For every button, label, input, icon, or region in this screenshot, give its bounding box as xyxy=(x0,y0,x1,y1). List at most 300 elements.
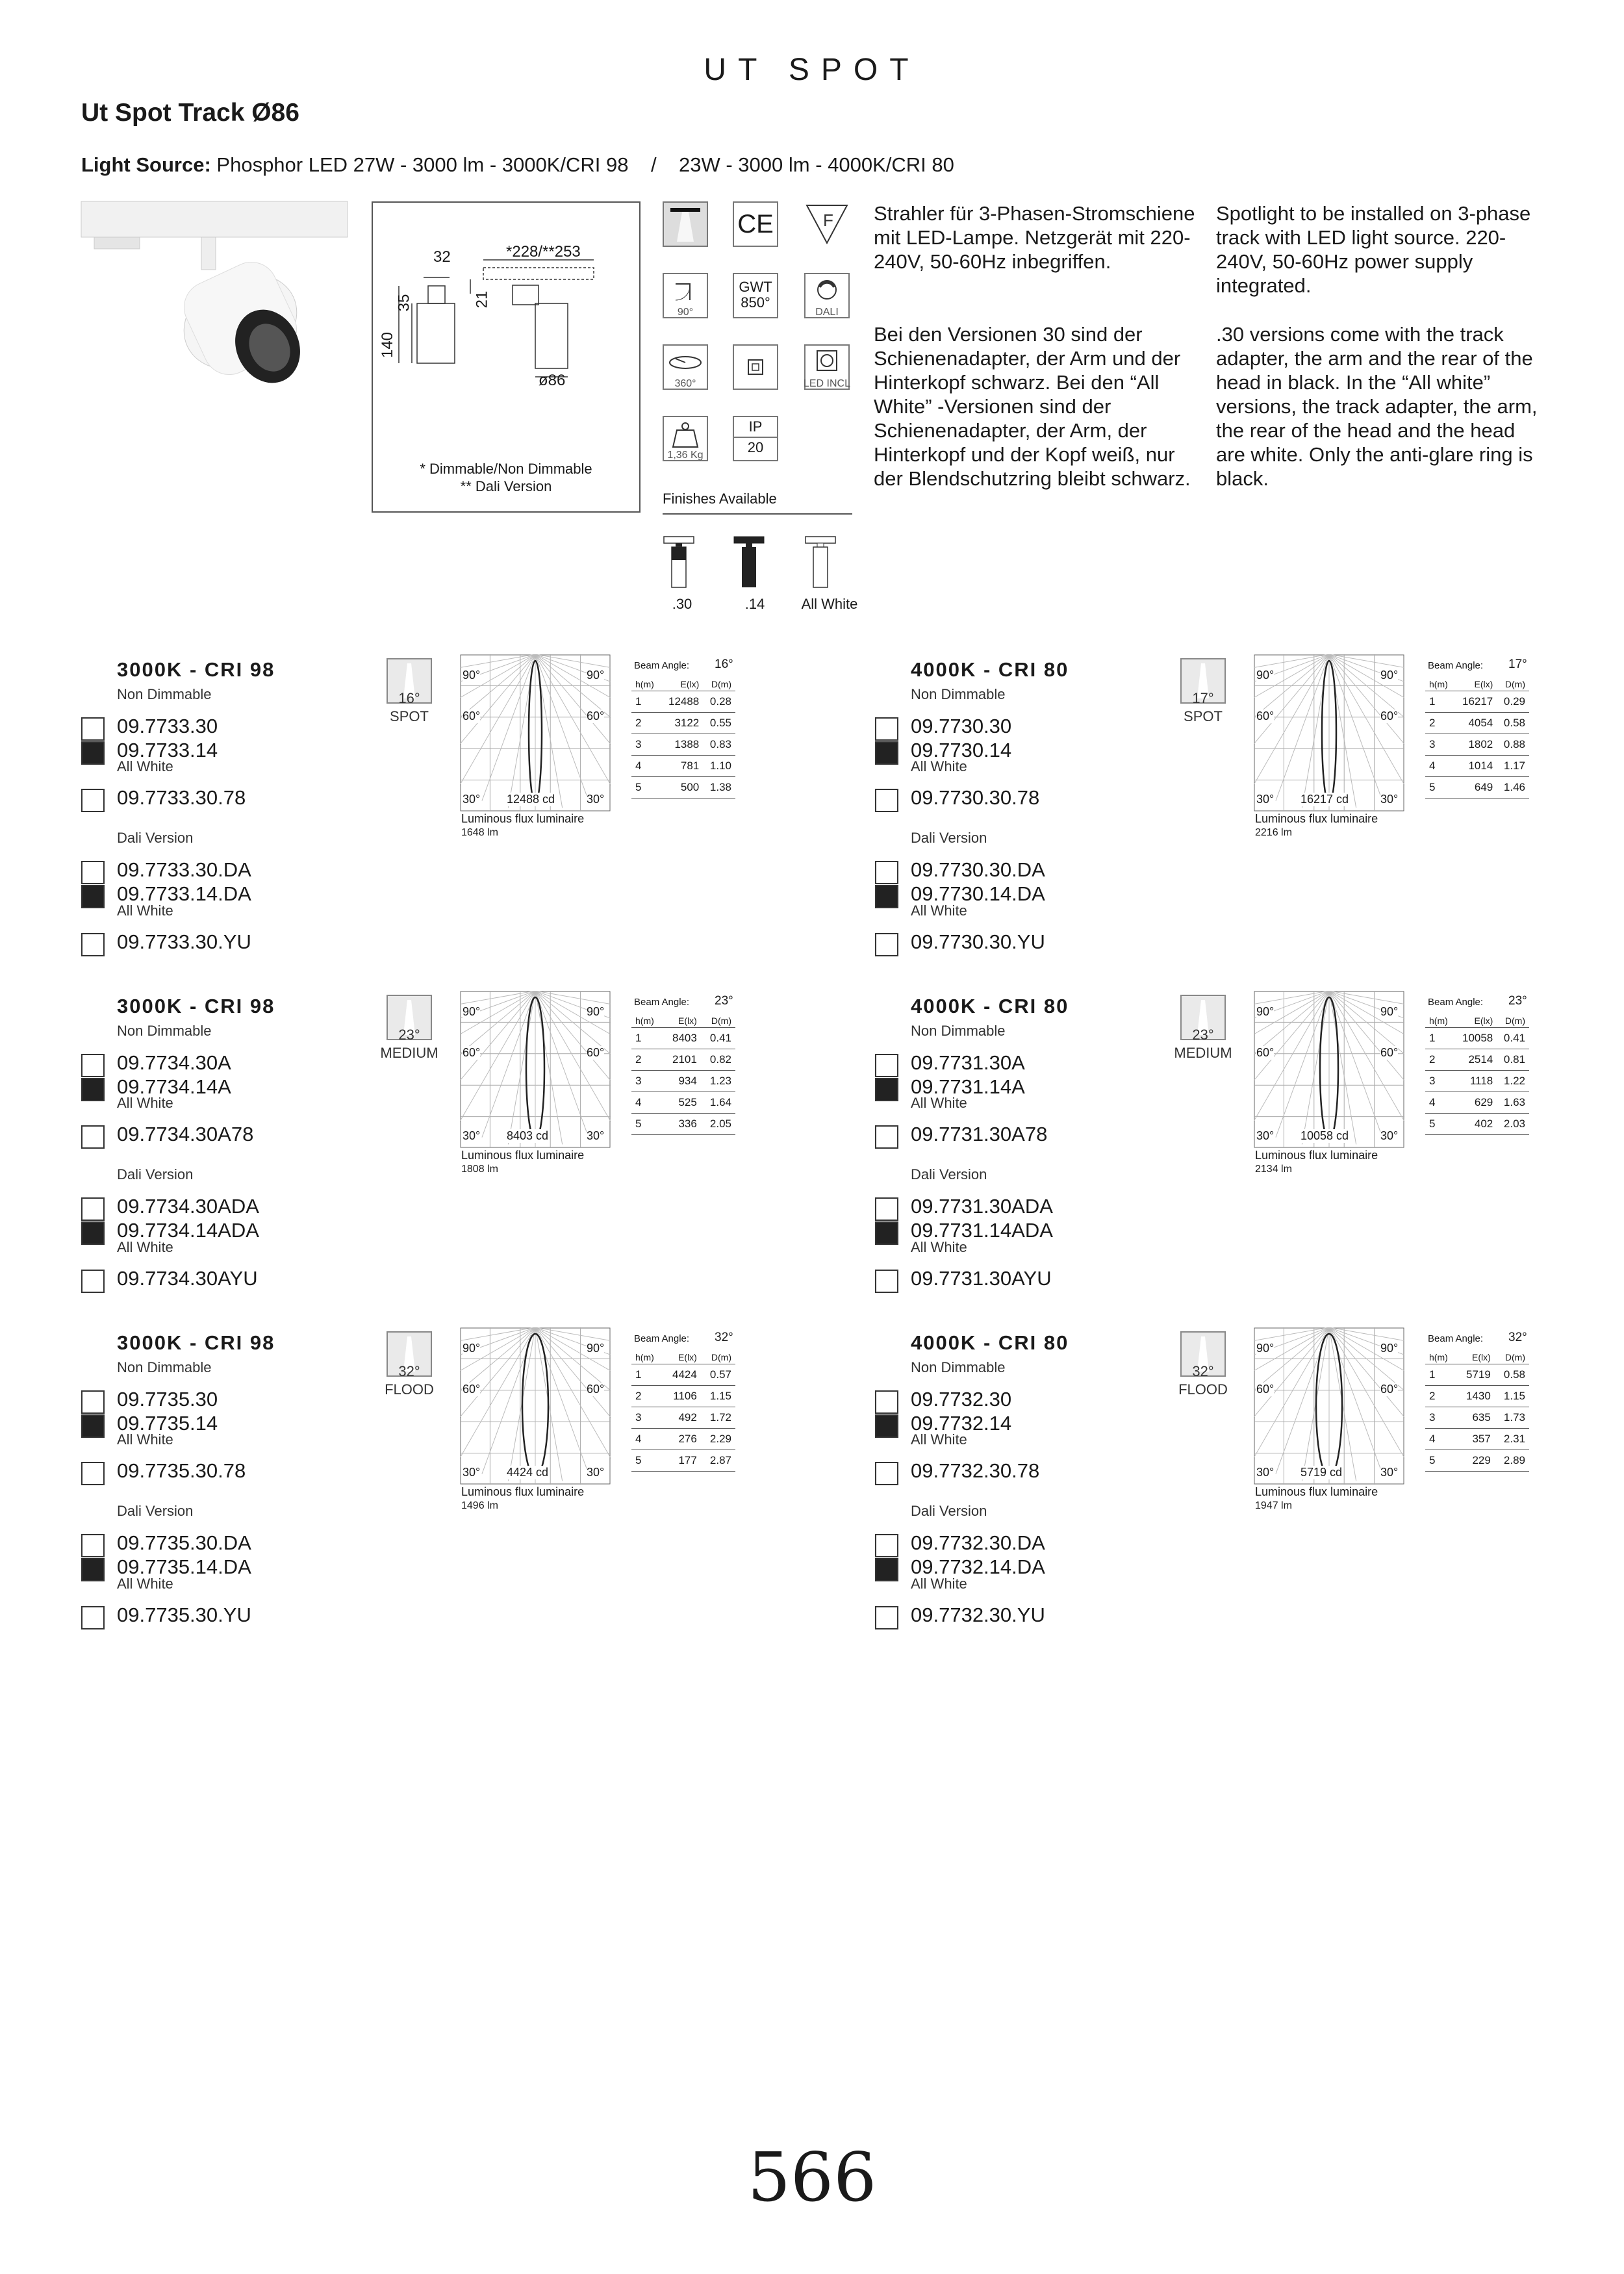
beam-table-cell: 2514 xyxy=(1454,1049,1497,1071)
luminous-flux-value: 1496 lm xyxy=(461,1500,498,1511)
beam-table-cell: 492 xyxy=(663,1407,701,1429)
beam-table-cell: 357 xyxy=(1456,1429,1495,1450)
beam-table-cell: 3 xyxy=(631,1071,663,1092)
beam-table-cell: 2.31 xyxy=(1495,1429,1529,1450)
product-checkbox[interactable] xyxy=(81,1606,105,1629)
beam-table-cell: 1.15 xyxy=(701,1386,735,1407)
description-en-2: .30 versions come with the track adapter, the arm and the rear of the head in black. In the “All white” versions, the track adapter, the arm, the rear of the head and the head are white. Only the anti-glare ring is black. xyxy=(1216,323,1538,490)
candela-value: 16217 cd xyxy=(1300,793,1349,806)
beam-table-cell: 2 xyxy=(1425,1049,1454,1071)
description-de-2: Bei den Versionen 30 sind der Schienenadapter, der Arm und der Hinterkopf schwarz. Bei den “All White” -Versionen sind der Schienenadapter, der Arm, der Hinterkopf und der Kopf weiß, nur der Blendschutzring bleibt schwarz. xyxy=(874,323,1191,490)
beam-angle-label: Beam Angle: xyxy=(1428,997,1484,1008)
product-checkbox[interactable] xyxy=(875,1078,898,1101)
section-title: 3000K - CRI 98 xyxy=(117,658,275,681)
beam-table-header: D(m) xyxy=(1497,678,1529,691)
beam-table-header: D(m) xyxy=(1497,1014,1529,1028)
luminous-flux-value: 2216 lm xyxy=(1255,827,1292,838)
beam-table-cell: 1.46 xyxy=(1497,777,1529,798)
page-number: 566 xyxy=(747,2138,877,2217)
beam-table-cell: 16217 xyxy=(1454,691,1497,713)
beam-table-header: h(m) xyxy=(631,1351,663,1364)
beam-table-header: D(m) xyxy=(701,1014,735,1028)
beam-table-cell: 8403 xyxy=(663,1028,701,1049)
label-non-dimmable: Non Dimmable xyxy=(911,686,1006,702)
beam-table-row xyxy=(631,1386,735,1407)
product-checkbox[interactable] xyxy=(81,1462,105,1485)
beam-table-row xyxy=(1425,1071,1529,1092)
beam-table-header: E(lx) xyxy=(663,1351,701,1364)
beam-table-header: E(lx) xyxy=(1454,1014,1497,1028)
beam-table-cell: 10058 xyxy=(1454,1028,1497,1049)
beam-table-row xyxy=(631,1049,735,1071)
polar-angle-label: 30° xyxy=(1380,1129,1399,1142)
beam-table-row xyxy=(1425,1407,1529,1429)
product-checkbox[interactable] xyxy=(875,1558,898,1581)
polar-angle-label: 90° xyxy=(1256,669,1275,682)
luminous-flux-label: Luminous flux luminaire xyxy=(461,1485,585,1498)
product-code: 09.7733.30.YU xyxy=(117,930,251,953)
label-non-dimmable: Non Dimmable xyxy=(911,1023,1006,1039)
polar-angle-label: 90° xyxy=(1256,1342,1275,1355)
beam-table-cell: 1.63 xyxy=(1497,1092,1529,1114)
product-code: 09.7730.30.78 xyxy=(911,786,1040,809)
beam-table-cell: 402 xyxy=(1454,1114,1497,1135)
beam-table-cell: 0.58 xyxy=(1497,713,1529,734)
product-code: 09.7733.14.DA xyxy=(117,882,251,905)
svg-text:F: F xyxy=(823,211,833,230)
product-code: 09.7733.30 xyxy=(117,715,218,737)
label-all-white: All White xyxy=(117,1239,173,1255)
dali-caption: DALI xyxy=(815,307,839,318)
beam-table-cell: 1.17 xyxy=(1497,756,1529,777)
product-code: 09.7730.14 xyxy=(911,739,1012,761)
luminous-flux-label: Luminous flux luminaire xyxy=(1255,1149,1378,1162)
polar-angle-label: 30° xyxy=(1380,793,1399,806)
beam-angle-small: 23° xyxy=(715,994,733,1008)
beam-angle-small: 17° xyxy=(1508,658,1527,671)
product-checkbox[interactable] xyxy=(875,1462,898,1485)
beam-table-cell: 0.41 xyxy=(701,1028,735,1049)
product-checkbox[interactable] xyxy=(81,1054,105,1077)
beam-table-header: h(m) xyxy=(1425,1351,1456,1364)
product-checkbox[interactable] xyxy=(81,1197,105,1221)
beam-angle-value: 17° xyxy=(1192,690,1214,706)
beam-table-header: E(lx) xyxy=(663,1014,701,1028)
rotate-360-caption: 360° xyxy=(674,378,696,389)
product-checkbox[interactable] xyxy=(875,1270,898,1293)
product-code: 09.7730.30.YU xyxy=(911,930,1045,953)
beam-table xyxy=(631,1014,735,1135)
beam-table-row xyxy=(631,1028,735,1049)
beam-table-cell: 5 xyxy=(1425,1450,1456,1472)
beam-table-cell: 0.41 xyxy=(1497,1028,1529,1049)
dim-228: *228/**253 xyxy=(506,243,581,261)
product-code: 09.7735.30.78 xyxy=(117,1459,246,1482)
luminous-flux-value: 1808 lm xyxy=(461,1164,498,1175)
finish-label-all-white: All White xyxy=(801,596,858,612)
product-checkbox[interactable] xyxy=(81,1221,105,1245)
beam-table-cell: 2 xyxy=(1425,1386,1456,1407)
label-dali-version: Dali Version xyxy=(911,1166,987,1182)
beam-table-cell: 4 xyxy=(1425,1092,1454,1114)
beam-angle-value: 23° xyxy=(1192,1027,1214,1043)
beam-table-cell: 1.73 xyxy=(1495,1407,1529,1429)
beam-angle-small: 32° xyxy=(715,1331,733,1344)
finish-label-14: .14 xyxy=(744,596,765,612)
product-code: 09.7731.14A xyxy=(911,1075,1025,1098)
beam-table-cell: 635 xyxy=(1456,1407,1495,1429)
product-code: 09.7734.30A78 xyxy=(117,1123,254,1145)
beam-table-cell: 5 xyxy=(1425,777,1454,798)
beam-table-row xyxy=(1425,1450,1529,1472)
beam-table-cell: 3 xyxy=(631,1407,663,1429)
beam-table-cell: 3122 xyxy=(661,713,703,734)
beam-table-cell: 1.64 xyxy=(701,1092,735,1114)
beam-table-cell: 0.88 xyxy=(1497,734,1529,756)
label-all-white: All White xyxy=(911,1431,967,1448)
polar-angle-label: 30° xyxy=(463,1129,481,1142)
beam-table-cell: 336 xyxy=(663,1114,701,1135)
product-code: 09.7733.14 xyxy=(117,739,218,761)
product-checkbox[interactable] xyxy=(875,1390,898,1414)
polar-angle-label: 30° xyxy=(1256,1129,1275,1142)
polar-angle-label: 60° xyxy=(1256,709,1275,722)
beam-table-cell: 1106 xyxy=(663,1386,701,1407)
product-code: 09.7730.30 xyxy=(911,715,1012,737)
beam-table-row xyxy=(1425,1429,1529,1450)
product-checkbox[interactable] xyxy=(875,1197,898,1221)
description-de-1: Strahler für 3-Phasen-Stromschiene mit LED-Lampe. Netzgerät mit 220-240V, 50-60Hz inbegriffen. xyxy=(874,202,1195,273)
beam-angle-label: Beam Angle: xyxy=(1428,660,1484,671)
beam-table-row xyxy=(631,1114,735,1135)
beam-table-cell: 1802 xyxy=(1454,734,1497,756)
polar-angle-label: 60° xyxy=(587,1046,605,1059)
beam-type: MEDIUM xyxy=(380,1045,438,1061)
product-code: 09.7735.14 xyxy=(117,1412,218,1435)
product-checkbox[interactable] xyxy=(81,1390,105,1414)
product-checkbox[interactable] xyxy=(875,1534,898,1557)
beam-table-cell: 12488 xyxy=(661,691,703,713)
product-code: 09.7731.30AYU xyxy=(911,1267,1052,1290)
product-checkbox[interactable] xyxy=(81,1270,105,1293)
beam-table-cell: 2.03 xyxy=(1497,1114,1529,1135)
label-all-white: All White xyxy=(911,758,967,774)
beam-table-cell: 4 xyxy=(1425,756,1454,777)
label-non-dimmable: Non Dimmable xyxy=(117,1359,212,1375)
polar-angle-label: 60° xyxy=(587,1383,605,1396)
label-dali-version: Dali Version xyxy=(117,830,194,846)
polar-angle-label: 90° xyxy=(463,1342,481,1355)
polar-angle-label: 90° xyxy=(587,1005,605,1018)
label-non-dimmable: Non Dimmable xyxy=(117,1023,212,1039)
dim-note-2: ** Dali Version xyxy=(460,478,552,494)
product-code: 09.7732.14.DA xyxy=(911,1555,1045,1578)
product-code: 09.7730.30.DA xyxy=(911,858,1045,881)
beam-type: MEDIUM xyxy=(1174,1045,1232,1061)
beam-table-cell: 5 xyxy=(1425,1114,1454,1135)
beam-table-cell: 3 xyxy=(1425,1071,1454,1092)
beam-table-cell: 1014 xyxy=(1454,756,1497,777)
beam-table-header: h(m) xyxy=(631,678,661,691)
luminous-flux-label: Luminous flux luminaire xyxy=(461,1149,585,1162)
polar-angle-label: 30° xyxy=(1256,1466,1275,1479)
luminous-flux-label: Luminous flux luminaire xyxy=(1255,812,1378,825)
beam-table-row xyxy=(631,1092,735,1114)
product-checkbox[interactable] xyxy=(875,1414,898,1438)
dim-35: 35 xyxy=(395,294,413,312)
product-code: 09.7734.30A xyxy=(117,1051,231,1074)
product-checkbox[interactable] xyxy=(81,1414,105,1438)
beam-table-row xyxy=(1425,1092,1529,1114)
beam-table-header: h(m) xyxy=(1425,678,1454,691)
beam-table-cell: 1.38 xyxy=(703,777,735,798)
product-checkbox[interactable] xyxy=(875,1054,898,1077)
beam-table-cell: 0.55 xyxy=(703,713,735,734)
polar-angle-label: 90° xyxy=(1380,669,1399,682)
product-code: 09.7730.14.DA xyxy=(911,882,1045,905)
beam-table-row xyxy=(1425,1364,1529,1386)
label-all-white: All White xyxy=(911,902,967,919)
product-code: 09.7734.30ADA xyxy=(117,1195,259,1218)
polar-angle-label: 60° xyxy=(587,709,605,722)
beam-table-cell: 525 xyxy=(663,1092,701,1114)
product-checkbox[interactable] xyxy=(875,1606,898,1629)
product-code: 09.7733.30.DA xyxy=(117,858,251,881)
light-source-value: Phosphor LED 27W - 3000 lm - 3000K/CRI 98 / 23W - 3000 lm - 4000K/CRI 80 xyxy=(216,153,954,176)
beam-table-cell: 2.05 xyxy=(701,1114,735,1135)
product-title: Ut Spot Track Ø86 xyxy=(81,99,299,127)
light-source-label: Light Source: xyxy=(81,153,211,176)
beam-table-row xyxy=(631,1450,735,1472)
beam-table-row xyxy=(1425,1114,1529,1135)
beam-table-cell: 1388 xyxy=(661,734,703,756)
polar-angle-label: 90° xyxy=(463,1005,481,1018)
product-code: 09.7732.30 xyxy=(911,1388,1012,1411)
product-checkbox[interactable] xyxy=(81,1558,105,1581)
beam-table-cell: 1.23 xyxy=(701,1071,735,1092)
beam-table-row xyxy=(631,1364,735,1386)
beam-table-cell: 934 xyxy=(663,1071,701,1092)
beam-angle-value: 32° xyxy=(398,1363,420,1379)
beam-table-row xyxy=(631,1071,735,1092)
luminous-flux-value: 1947 lm xyxy=(1255,1500,1292,1511)
beam-table-header: D(m) xyxy=(1495,1351,1529,1364)
polar-angle-label: 30° xyxy=(1256,793,1275,806)
beam-table-row xyxy=(1425,1386,1529,1407)
beam-table-header: D(m) xyxy=(701,1351,735,1364)
label-dali-version: Dali Version xyxy=(117,1166,194,1182)
polar-angle-label: 30° xyxy=(587,793,605,806)
label-dali-version: Dali Version xyxy=(911,830,987,846)
polar-angle-label: 60° xyxy=(1380,709,1399,722)
section-title: 3000K - CRI 98 xyxy=(117,995,275,1017)
dim-140: 140 xyxy=(379,331,397,359)
beam-table-row xyxy=(631,1407,735,1429)
polar-angle-label: 30° xyxy=(587,1129,605,1142)
label-non-dimmable: Non Dimmable xyxy=(911,1359,1006,1375)
label-all-white: All White xyxy=(117,902,173,919)
polar-angle-label: 90° xyxy=(1380,1342,1399,1355)
beam-table-cell: 3 xyxy=(1425,734,1454,756)
polar-angle-label: 30° xyxy=(1380,1466,1399,1479)
brand-title: UT SPOT xyxy=(704,53,920,87)
finish-label-30: .30 xyxy=(672,596,692,612)
beam-table-cell: 1 xyxy=(631,1364,663,1386)
product-code: 09.7732.30.78 xyxy=(911,1459,1040,1482)
polar-angle-label: 90° xyxy=(1256,1005,1275,1018)
dim-21: 21 xyxy=(473,290,491,309)
section-title: 4000K - CRI 80 xyxy=(911,658,1069,681)
polar-angle-label: 60° xyxy=(463,1046,481,1059)
beam-table-cell: 4 xyxy=(631,1092,663,1114)
beam-table-cell: 5719 xyxy=(1456,1364,1495,1386)
label-all-white: All White xyxy=(911,1239,967,1255)
beam-type: SPOT xyxy=(390,708,429,724)
beam-angle-value: 16° xyxy=(398,690,420,706)
polar-angle-label: 60° xyxy=(463,709,481,722)
beam-angle-label: Beam Angle: xyxy=(634,997,690,1008)
beam-table-header: D(m) xyxy=(703,678,735,691)
beam-table-row xyxy=(1425,1049,1529,1071)
product-code: 09.7734.30AYU xyxy=(117,1267,258,1290)
luminous-flux-label: Luminous flux luminaire xyxy=(461,812,585,825)
beam-table-cell: 781 xyxy=(661,756,703,777)
label-dali-version: Dali Version xyxy=(911,1503,987,1519)
beam-table-cell: 0.28 xyxy=(703,691,735,713)
finishes-title: Finishes Available xyxy=(663,491,777,507)
label-all-white: All White xyxy=(911,1095,967,1111)
section-title: 4000K - CRI 80 xyxy=(911,1331,1069,1354)
beam-table-cell: 2101 xyxy=(663,1049,701,1071)
candela-value: 4424 cd xyxy=(507,1466,549,1479)
beam-table-cell: 0.81 xyxy=(1497,1049,1529,1071)
beam-table-cell: 4424 xyxy=(663,1364,701,1386)
polar-angle-label: 90° xyxy=(1380,1005,1399,1018)
beam-table-cell: 3 xyxy=(631,734,661,756)
beam-table-cell: 3 xyxy=(1425,1407,1456,1429)
beam-table xyxy=(631,1351,735,1472)
product-checkbox[interactable] xyxy=(875,1221,898,1245)
beam-angle-small: 16° xyxy=(715,658,733,671)
beam-table-header: h(m) xyxy=(631,1014,663,1028)
ip-label: IP xyxy=(734,417,777,438)
product-code: 09.7731.14ADA xyxy=(911,1219,1053,1242)
beam-table-cell: 1 xyxy=(631,1028,663,1049)
beam-table-cell: 1118 xyxy=(1454,1071,1497,1092)
beam-table-cell: 2 xyxy=(1425,713,1454,734)
section-title: 3000K - CRI 98 xyxy=(117,1331,275,1354)
beam-table-cell: 0.57 xyxy=(701,1364,735,1386)
product-code: 09.7735.30.YU xyxy=(117,1603,251,1626)
product-code: 09.7735.30 xyxy=(117,1388,218,1411)
polar-angle-label: 30° xyxy=(587,1466,605,1479)
beam-table-cell: 2.29 xyxy=(701,1429,735,1450)
led-included-caption: LED INCL xyxy=(803,378,851,389)
beam-table-row xyxy=(631,1429,735,1450)
dim-32: 32 xyxy=(433,248,451,266)
beam-angle-label: Beam Angle: xyxy=(634,1333,690,1344)
beam-type: FLOOD xyxy=(385,1381,434,1398)
beam-table-cell: 1.22 xyxy=(1497,1071,1529,1092)
label-all-white: All White xyxy=(911,1576,967,1592)
beam-table-header: E(lx) xyxy=(1456,1351,1495,1364)
label-all-white: All White xyxy=(117,1576,173,1592)
beam-table-cell: 5 xyxy=(631,777,661,798)
beam-table-cell: 1 xyxy=(631,691,661,713)
product-code: 09.7731.30ADA xyxy=(911,1195,1053,1218)
beam-table-cell: 4 xyxy=(631,1429,663,1450)
beam-table-header: E(lx) xyxy=(1454,678,1497,691)
product-checkbox[interactable] xyxy=(81,1125,105,1149)
product-code: 09.7731.30A xyxy=(911,1051,1025,1074)
beam-angle-small: 32° xyxy=(1508,1331,1527,1344)
product-code: 09.7734.14ADA xyxy=(117,1219,259,1242)
product-checkbox[interactable] xyxy=(875,1125,898,1149)
label-all-white: All White xyxy=(117,1431,173,1448)
beam-table-cell: 2 xyxy=(631,1386,663,1407)
candela-value: 10058 cd xyxy=(1300,1129,1349,1142)
product-checkbox[interactable] xyxy=(81,1534,105,1557)
beam-table-cell: 0.82 xyxy=(701,1049,735,1071)
product-code: 09.7735.14.DA xyxy=(117,1555,251,1578)
polar-angle-label: 90° xyxy=(587,1342,605,1355)
beam-table-cell: 629 xyxy=(1454,1092,1497,1114)
polar-angle-label: 90° xyxy=(463,669,481,682)
beam-table-cell: 2.89 xyxy=(1495,1450,1529,1472)
polar-angle-label: 60° xyxy=(463,1383,481,1396)
candela-value: 12488 cd xyxy=(507,793,555,806)
luminous-flux-label: Luminous flux luminaire xyxy=(1255,1485,1378,1498)
beam-table-cell: 500 xyxy=(661,777,703,798)
polar-angle-label: 60° xyxy=(1256,1383,1275,1396)
description-en-1: Spotlight to be installed on 3-phase track with LED light source. 220-240V, 50-60Hz power supply integrated. xyxy=(1216,202,1531,297)
polar-angle-label: 60° xyxy=(1380,1046,1399,1059)
beam-table-cell: 1.72 xyxy=(701,1407,735,1429)
label-all-white: All White xyxy=(117,758,173,774)
weight-caption: 1,36 Kg xyxy=(667,450,704,461)
ce-icon: CE xyxy=(733,201,778,247)
beam-table-cell: 2 xyxy=(631,1049,663,1071)
product-code: 09.7735.30.DA xyxy=(117,1531,251,1554)
beam-table-cell: 649 xyxy=(1454,777,1497,798)
beam-table-cell: 4 xyxy=(1425,1429,1456,1450)
beam-angle-small: 23° xyxy=(1508,994,1527,1008)
tilt-90-caption: 90° xyxy=(677,307,694,318)
product-checkbox[interactable] xyxy=(81,1078,105,1101)
beam-table xyxy=(1425,1014,1529,1135)
beam-table-cell: 1 xyxy=(1425,691,1454,713)
dim-note-1: * Dimmable/Non Dimmable xyxy=(420,461,592,477)
beam-table-cell: 0.29 xyxy=(1497,691,1529,713)
beam-table-cell: 0.58 xyxy=(1495,1364,1529,1386)
beam-table-cell: 2 xyxy=(631,713,661,734)
product-code: 09.7732.14 xyxy=(911,1412,1012,1435)
label-dali-version: Dali Version xyxy=(117,1503,194,1519)
beam-table-cell: 1.10 xyxy=(703,756,735,777)
product-code: 09.7732.30.DA xyxy=(911,1531,1045,1554)
beam-table-row xyxy=(1425,1028,1529,1049)
beam-table-header: E(lx) xyxy=(661,678,703,691)
beam-type: FLOOD xyxy=(1178,1381,1228,1398)
candela-value: 8403 cd xyxy=(507,1129,549,1142)
beam-table xyxy=(1425,1351,1529,1472)
beam-table-cell: 276 xyxy=(663,1429,701,1450)
beam-type: SPOT xyxy=(1184,708,1223,724)
beam-angle-label: Beam Angle: xyxy=(1428,1333,1484,1344)
gwt-value: 850° xyxy=(741,294,770,311)
candela-value: 5719 cd xyxy=(1300,1466,1343,1479)
beam-table-cell: 4 xyxy=(631,756,661,777)
